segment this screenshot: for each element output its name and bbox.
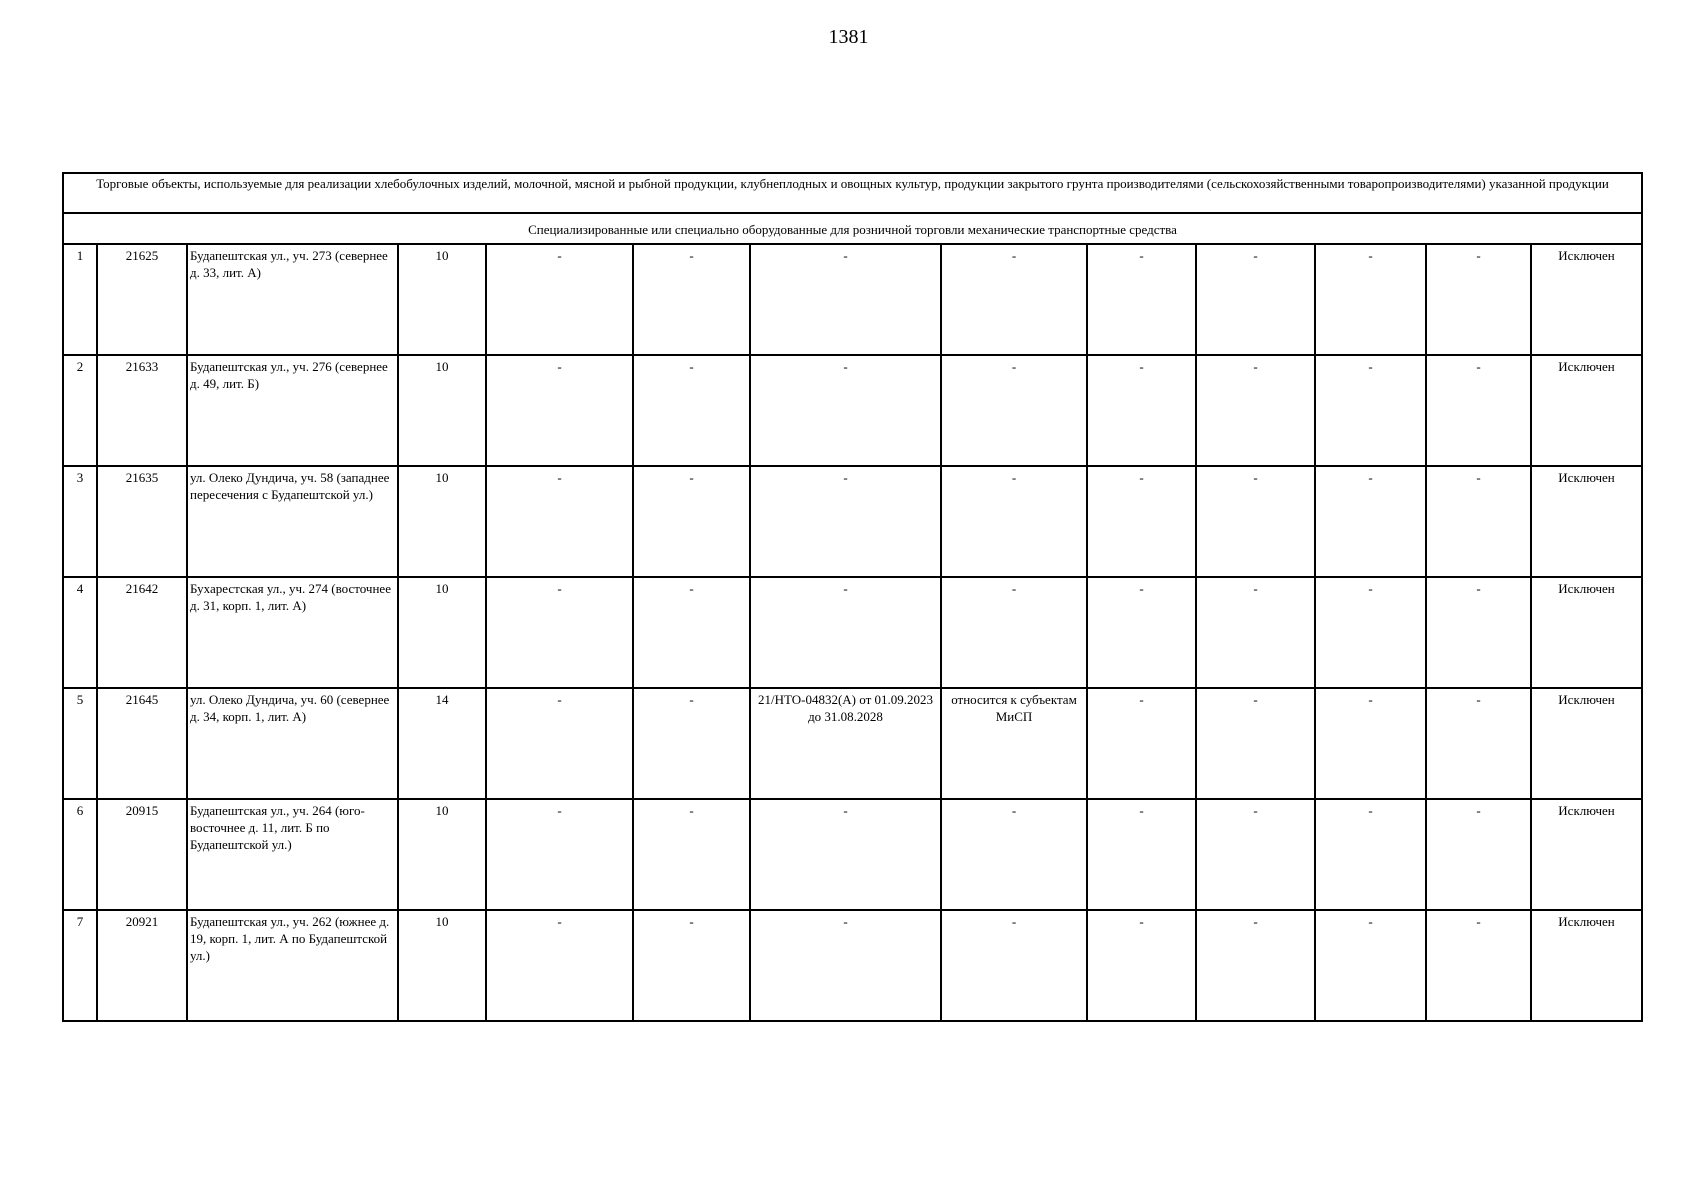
table-row	[63, 688, 1642, 799]
row-number-cell: 2	[63, 355, 97, 466]
row-number-cell: 3	[63, 466, 97, 577]
column-12-cell: -	[1426, 799, 1531, 910]
table-row	[63, 577, 1642, 688]
object-id-cell: 20921	[97, 910, 187, 1021]
object-id-cell: 21633	[97, 355, 187, 466]
contract-cell: -	[750, 799, 941, 910]
column-5-cell: -	[486, 466, 633, 577]
smb-status-cell: -	[941, 577, 1087, 688]
contract-cell: 21/НТО-04832(А) от 01.09.2023 до 31.08.2028	[750, 688, 941, 799]
status-cell: Исключен	[1531, 466, 1642, 577]
column-5-cell: -	[486, 244, 633, 355]
trade-objects-table	[62, 172, 1643, 1022]
object-id-cell: 20915	[97, 799, 187, 910]
column-9-cell: -	[1087, 799, 1196, 910]
column-6-cell: -	[633, 355, 750, 466]
status-cell: Исключен	[1531, 244, 1642, 355]
area-cell: 10	[398, 910, 486, 1021]
contract-cell: -	[750, 244, 941, 355]
smb-status-cell: -	[941, 466, 1087, 577]
column-10-cell: -	[1196, 688, 1315, 799]
column-5-cell: -	[486, 688, 633, 799]
smb-status-cell: -	[941, 244, 1087, 355]
area-cell: 14	[398, 688, 486, 799]
object-id-cell: 21625	[97, 244, 187, 355]
column-12-cell: -	[1426, 688, 1531, 799]
column-5-cell: -	[486, 799, 633, 910]
column-6-cell: -	[633, 466, 750, 577]
column-5-cell: -	[486, 355, 633, 466]
address-cell: ул. Олеко Дундича, уч. 58 (западнее пересечения с Будапештской ул.)	[187, 466, 398, 577]
row-number-cell: 7	[63, 910, 97, 1021]
status-cell: Исключен	[1531, 910, 1642, 1021]
column-6-cell: -	[633, 244, 750, 355]
column-11-cell: -	[1315, 355, 1426, 466]
row-number-cell: 6	[63, 799, 97, 910]
column-6-cell: -	[633, 688, 750, 799]
area-cell: 10	[398, 244, 486, 355]
column-6-cell: -	[633, 799, 750, 910]
contract-cell: -	[750, 466, 941, 577]
status-cell: Исключен	[1531, 355, 1642, 466]
column-9-cell: -	[1087, 577, 1196, 688]
column-10-cell: -	[1196, 577, 1315, 688]
address-cell: Будапештская ул., уч. 276 (севернее д. 49, лит. Б)	[187, 355, 398, 466]
table-row	[63, 466, 1642, 577]
row-number-cell: 1	[63, 244, 97, 355]
column-12-cell: -	[1426, 910, 1531, 1021]
address-cell: Будапештская ул., уч. 262 (южнее д. 19, корп. 1, лит. А по Будапештской ул.)	[187, 910, 398, 1021]
column-11-cell: -	[1315, 910, 1426, 1021]
column-10-cell: -	[1196, 244, 1315, 355]
smb-status-cell: относится к субъектам МиСП	[941, 688, 1087, 799]
column-10-cell: -	[1196, 799, 1315, 910]
smb-status-cell: -	[941, 799, 1087, 910]
column-6-cell: -	[633, 910, 750, 1021]
status-cell: Исключен	[1531, 688, 1642, 799]
column-11-cell: -	[1315, 577, 1426, 688]
column-9-cell: -	[1087, 355, 1196, 466]
column-11-cell: -	[1315, 688, 1426, 799]
page-number: 1381	[828, 26, 869, 48]
column-10-cell: -	[1196, 910, 1315, 1021]
row-number-cell: 4	[63, 577, 97, 688]
column-12-cell: -	[1426, 244, 1531, 355]
column-11-cell: -	[1315, 799, 1426, 910]
column-11-cell: -	[1315, 466, 1426, 577]
smb-status-cell: -	[941, 355, 1087, 466]
status-cell: Исключен	[1531, 577, 1642, 688]
table-row	[63, 355, 1642, 466]
subsection-header-row	[63, 213, 1642, 244]
object-id-cell: 21635	[97, 466, 187, 577]
address-cell: Будапештская ул., уч. 264 (юго-восточнее д. 11, лит. Б по Будапештской ул.)	[187, 799, 398, 910]
address-cell: Бухарестская ул., уч. 274 (восточнее д. 31, корп. 1, лит. А)	[187, 577, 398, 688]
contract-cell: -	[750, 577, 941, 688]
object-id-cell: 21645	[97, 688, 187, 799]
column-5-cell: -	[486, 577, 633, 688]
column-9-cell: -	[1087, 910, 1196, 1021]
column-10-cell: -	[1196, 466, 1315, 577]
table-row	[63, 244, 1642, 355]
column-6-cell: -	[633, 577, 750, 688]
address-cell: Будапештская ул., уч. 273 (севернее д. 33, лит. А)	[187, 244, 398, 355]
section-header-row	[63, 173, 1642, 213]
column-9-cell: -	[1087, 688, 1196, 799]
row-number-cell: 5	[63, 688, 97, 799]
address-cell: ул. Олеко Дундича, уч. 60 (севернее д. 34, корп. 1, лит. А)	[187, 688, 398, 799]
area-cell: 10	[398, 355, 486, 466]
smb-status-cell: -	[941, 910, 1087, 1021]
column-10-cell: -	[1196, 355, 1315, 466]
table-body	[63, 244, 1642, 1021]
contract-cell: -	[750, 355, 941, 466]
object-id-cell: 21642	[97, 577, 187, 688]
contract-cell: -	[750, 910, 941, 1021]
subsection-title: Специализированные или специально оборудованные для розничной торговли механические транспортные средства	[63, 213, 1642, 244]
column-12-cell: -	[1426, 577, 1531, 688]
column-5-cell: -	[486, 910, 633, 1021]
column-12-cell: -	[1426, 355, 1531, 466]
table-row	[63, 799, 1642, 910]
area-cell: 10	[398, 577, 486, 688]
column-11-cell: -	[1315, 244, 1426, 355]
section-title: Торговые объекты, используемые для реализации хлебобулочных изделий, молочной, мясной и рыбной продукции, клубнеплодных и овощных культур, продукции закрытого грунта производителями (сельскохозяйственными товаропроизводителями) указанной продукции	[63, 173, 1642, 213]
area-cell: 10	[398, 799, 486, 910]
column-9-cell: -	[1087, 466, 1196, 577]
status-cell: Исключен	[1531, 799, 1642, 910]
column-9-cell: -	[1087, 244, 1196, 355]
area-cell: 10	[398, 466, 486, 577]
column-12-cell: -	[1426, 466, 1531, 577]
table-row	[63, 910, 1642, 1021]
